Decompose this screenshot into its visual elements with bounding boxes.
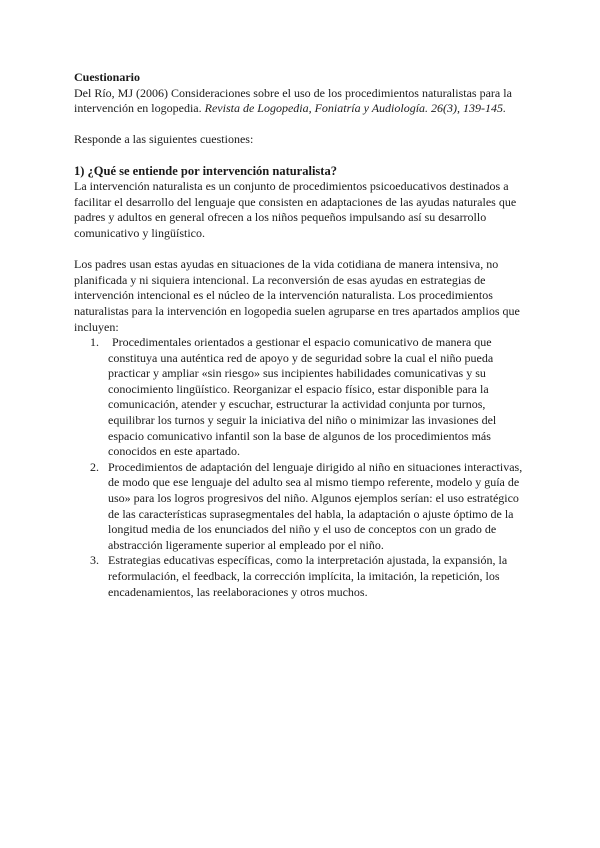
- list-item: [90, 553, 524, 600]
- instruction-text: Responde a las siguientes cuestiones:: [74, 132, 254, 147]
- list-item-text: Estrategias educativas específicas, como la interpretación ajustada, la expansión, la reformulación, el feedback, la corrección implícita, la imitación, la repetición, los encadenamientos, las reelaboraciones y otros muchos.: [108, 553, 508, 599]
- question-heading: 1) ¿Qué se entiende por intervención naturalista?: [74, 163, 337, 178]
- list-item-text: Procedimentales orientados a gestionar el espacio comunicativo de manera que constituya una auténtica red de apoyo y de seguridad sobre la cual el niño pueda practicar y ampliar «sin riesgo» sus incipientes habilidades comunicativas y su conocimiento lingüístico. Reorganizar el espacio físico, estar disponible para la comunicación, atender y escuchar, estructurar la actividad conjunta por turnos, equilibrar los turnos y seguir la iniciativa del niño o minimizar las invasiones del espacio comunicativo infantil son la base de algunos de los procedimientos más conocidos en este apartado.: [108, 335, 497, 459]
- answer-paragraph: Los padres usan estas ayudas en situaciones de la vida cotidiana de manera intensiva, no planificada y ni siquiera intencional. La reconversión de esas ayudas en estrategias de intervención intencional es el núcleo de la intervención naturalista. Los procedimientos naturalistas para la intervención en logopedia suelen agruparse en tres apartados amplios que incluyen:: [74, 257, 520, 334]
- answer-paragraph: La intervención naturalista es un conjunto de procedimientos psicoeducativos destinados a facilitar el desarrollo del lenguaje que consisten en adaptaciones de las ayudas naturales que padres y adultos en general ofrecen a los niños pequeños impulsando así su desarrollo comunicativo y lingüístico.: [74, 179, 517, 240]
- list-item-number: 3.: [90, 553, 99, 568]
- document-page: [74, 70, 524, 600]
- citation-authors: Del Río, MJ (2006) Consideraciones sobre el uso de los procedimientos naturalistas para la intervención en logopedia.: [74, 85, 512, 116]
- list-item-number: 1.: [90, 335, 99, 350]
- list-item: [90, 459, 524, 554]
- procedures-list: [74, 335, 524, 600]
- list-item: [90, 335, 524, 460]
- citation-journal: Revista de Logopedia, Foniatría y Audiología. 26(3), 139-145.: [204, 101, 507, 116]
- document-title: Cuestionario: [74, 70, 140, 84]
- list-item-number: 2.: [90, 459, 99, 474]
- list-item-text: Procedimientos de adaptación del lenguaje dirigido al niño en situaciones interactivas, de modo que ese lenguaje del adulto sea al mismo tiempo referente, modelo y guía de uso» para los logros progresivos del niño. Algunos ejemplos serían: el uso estratégico de las características suprasegmentales del habla, la adaptación o ajuste óptimo de la longitud media de los enunciados del niño y el uso de conceptos con un grado de abstracción ligeramente superior al empleado por el niño.: [108, 459, 523, 552]
- citation: [74, 86, 524, 117]
- answer-body: [74, 179, 524, 335]
